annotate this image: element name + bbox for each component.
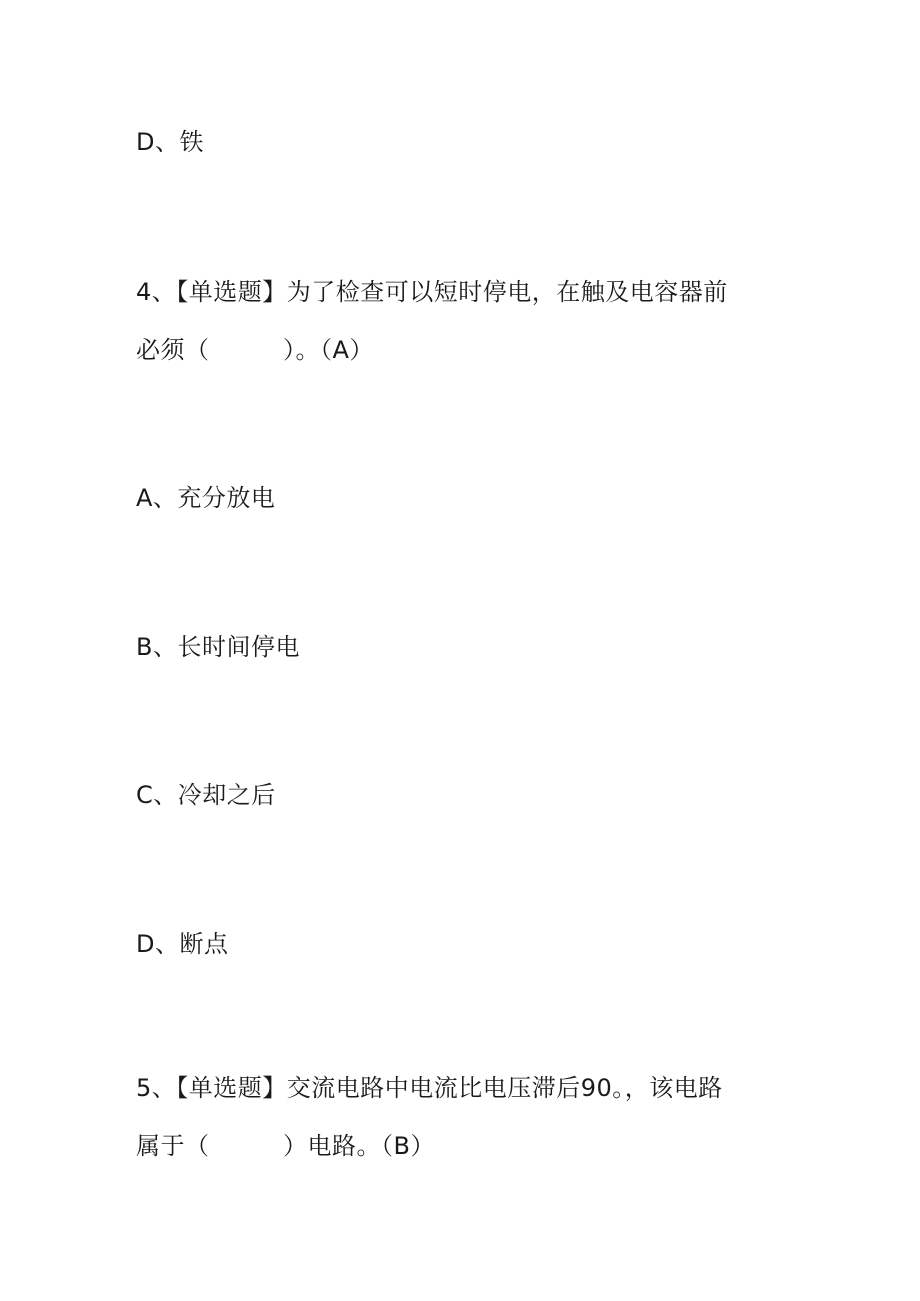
question-4-option-d: D、断点	[136, 930, 229, 958]
question-5-stem-line-1: 5、【单选题】交流电路中电流比电压滞后90。，该电路	[136, 1074, 723, 1102]
question-4-option-b: B、长时间停电	[136, 633, 300, 661]
question-4-option-a: A、充分放电	[136, 484, 276, 512]
prev-question-option-d: D、铁	[136, 128, 204, 156]
question-4-stem-line-2: 必须（ ）。（A）	[136, 336, 374, 364]
question-5-stem-line-2: 属于（ ）电路。（B）	[136, 1132, 435, 1160]
question-4-stem-line-1: 4、【单选题】为了检查可以短时停电，在触及电容器前	[136, 278, 728, 306]
question-4-option-c: C、冷却之后	[136, 781, 276, 809]
